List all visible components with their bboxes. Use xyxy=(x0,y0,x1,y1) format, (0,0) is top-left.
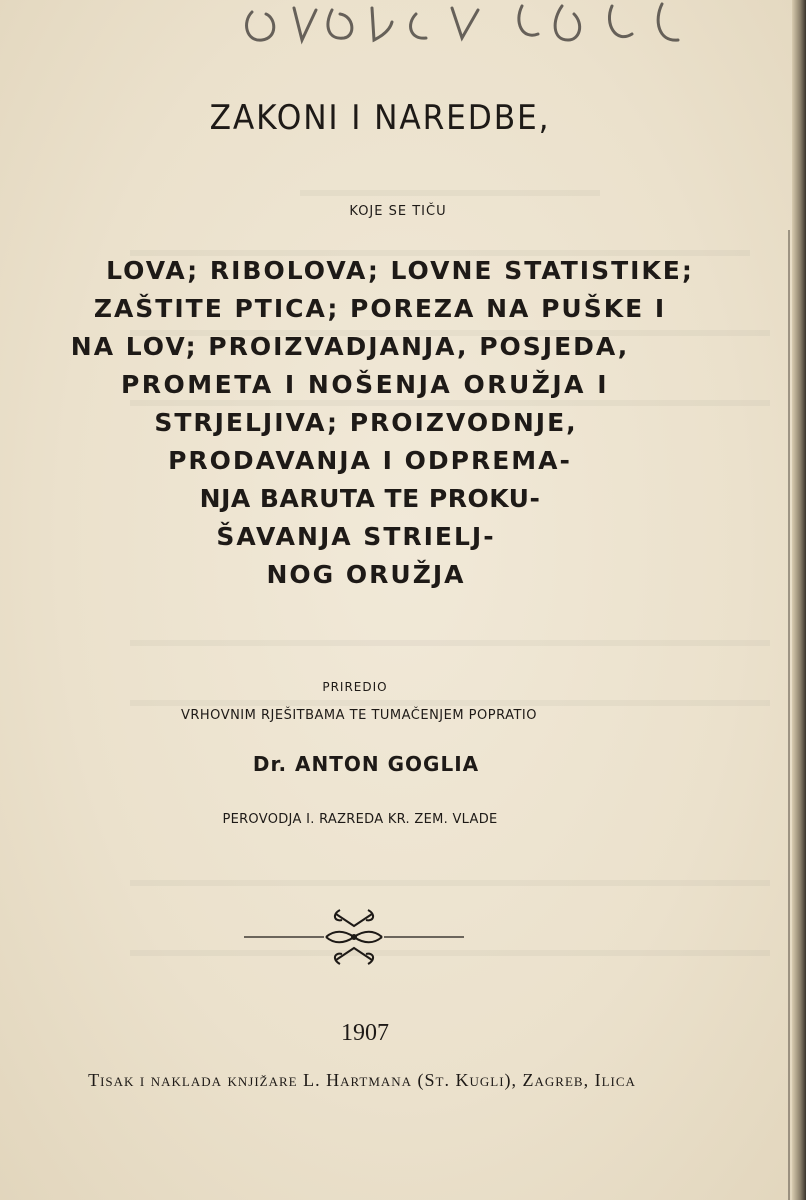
subject-line: ŠAVANJA STRIELJ- xyxy=(216,522,496,551)
prepared-by-label: PRIREDIO xyxy=(322,680,388,694)
subject-line: NJA BARUTA TE PROKU- xyxy=(199,484,541,513)
intro-text: KOJE SE TIČU xyxy=(349,204,447,219)
bleed-through xyxy=(130,700,770,706)
subject-line: PRODAVANJA I ODPREMA- xyxy=(168,446,572,475)
subject-line: LOVA; RIBOLOVA; LOVNE STATISTIKE; xyxy=(106,256,694,285)
subject-line: NA LOV; PROIZVADJANJA, POSJEDA, xyxy=(70,332,630,361)
subject-line: PROMETA I NOŠENJA ORUŽJA I xyxy=(120,370,610,399)
bleed-through xyxy=(130,640,770,646)
subject-line: ZAŠTITE PTICA; POREZA NA PUŠKE I xyxy=(93,294,667,323)
annotation-note: VRHOVNIM RJEŠITBAMA TE TUMAČENJEM POPRATIO xyxy=(180,708,537,723)
author-title: PEROVODJA I. RAZREDA KR. ZEM. VLADE xyxy=(222,812,498,827)
handwritten-signature xyxy=(232,0,702,60)
document-title: ZAKONI I NAREDBE, xyxy=(209,98,551,138)
publisher-imprint: Tisak i naklada knjižare L. Hartmana (St. Kugli), Zagreb, Ilica xyxy=(88,1070,636,1090)
bleed-through xyxy=(130,400,770,406)
decorative-fleuron-icon xyxy=(244,904,464,974)
subject-line: STRJELJIVA; PROIZVODNJE, xyxy=(154,408,578,437)
bleed-through xyxy=(300,190,600,196)
publication-year: 1907 xyxy=(341,1020,389,1046)
book-edge xyxy=(792,0,806,1200)
bleed-through xyxy=(130,880,770,886)
page-fold-line xyxy=(788,230,790,1200)
subject-line: NOG ORUŽJA xyxy=(266,560,466,589)
author-name: Dr. ANTON GOGLIA xyxy=(252,752,480,776)
